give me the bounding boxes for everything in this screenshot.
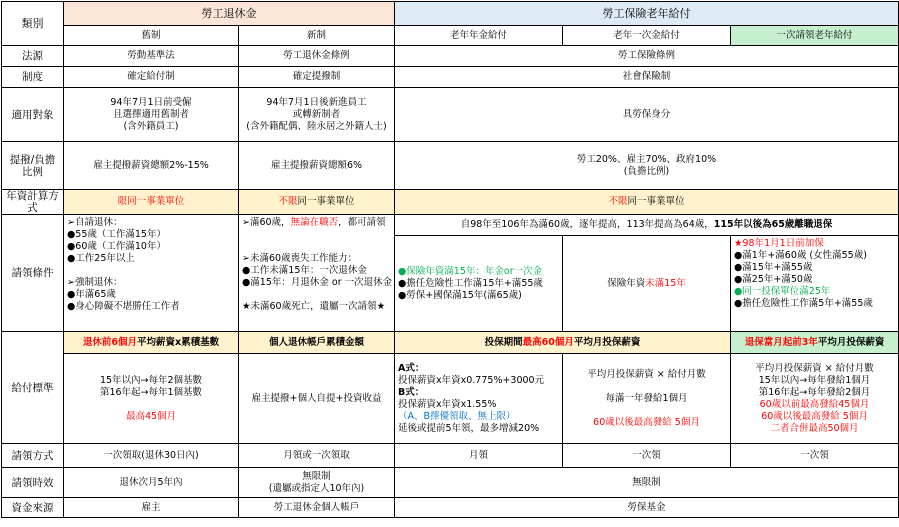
seniority-label: 年資計算方式 [2, 190, 64, 215]
applicable-label: 適用對象 [2, 88, 64, 142]
benefit-basis-insurance-post: 平均月投保薪資 [573, 336, 641, 348]
one-time-condition: ●滿25年+滿50歲 [734, 274, 813, 285]
forced-condition: ●身心障礙不堪勝任工作者 [67, 301, 180, 312]
applicable-old-line: 94年7月1日前受僱 [110, 96, 192, 108]
benefit-standard-old [64, 354, 239, 444]
method-new: 月領或一次領取 [239, 444, 395, 468]
one-time-rule: 平均月投保薪資 × 給付月數 [755, 362, 874, 374]
applicable-insurance: 具勞保身分 [395, 88, 899, 142]
lump-rule: 平均月投保薪資 × 給付月數 [587, 368, 706, 380]
contribution-old: 雇主提撥薪資總額2%-15% [64, 142, 239, 190]
system-insurance: 社會保險制 [395, 67, 899, 88]
law-new: 勞工退休金條例 [239, 46, 395, 67]
annuity-header: 老年年金給付 [395, 26, 563, 46]
seniority-insurance-highlight: 不限 [608, 196, 628, 207]
lump-max: 60歲以後最高發給 5個月 [593, 416, 700, 428]
one-time-max: 60歲以前最高發給45個月 [759, 398, 870, 410]
formula-note: （A、B擇優領取、無上限） [398, 410, 516, 422]
annuity-condition: ●保險年資滿15年：年金or一次金 [398, 265, 543, 277]
one-time-condition: ★98年1月1日前加保 [734, 238, 824, 249]
time-limit-old: 退休次月5年內 [64, 468, 239, 498]
benefit-old-max: 最高45個月 [125, 410, 177, 422]
voluntary-retirement-title: ➢自請退休： [67, 217, 123, 228]
new-condition-age60 [242, 217, 391, 229]
benefit-basis-insurance-highlight: 最高60個月 [522, 336, 574, 348]
labor-pension-header: 勞工退休金 [64, 2, 395, 26]
source-old: 雇主 [64, 498, 239, 518]
source-label: 資金來源 [2, 498, 64, 518]
one-time-condition: ●滿1年+滿60歲 (女性滿55歲) [734, 250, 867, 261]
one-time-rule: 15年以內→每年發給1個月 [758, 374, 871, 386]
time-limit-label: 請領時效 [2, 468, 64, 498]
benefit-standard-new: 雇主提撥+個人自提+投資收益 [239, 354, 395, 444]
applicable-new-line: (含外籍配偶、陸永居之外籍人士) [246, 120, 387, 132]
applicable-new-line: 94年7月1日後新進員工 [266, 96, 367, 108]
benefit-standard-annuity [395, 354, 563, 444]
voluntary-condition: ●工作25年以上 [67, 253, 135, 264]
method-one-time: 一次領 [731, 444, 899, 468]
benefit-basis-one-time-text: 平均月投保薪資 [817, 336, 885, 348]
new-condition-disability: ●工作未滿15年：一次退休金 [242, 265, 367, 276]
new-condition-disability-title: ➢未滿60歲喪失工作能力： [242, 253, 358, 264]
formula-b-title: B式： [398, 386, 425, 398]
contribution-ratio: 勞工20%、雇主70%、政府10% [576, 153, 717, 165]
contribution-new: 雇主提撥薪資總額6% [239, 142, 395, 190]
conditions-label: 請領條件 [2, 215, 64, 332]
seniority-insurance-text: 同一事業單位 [627, 196, 685, 207]
category-header: 類別 [2, 2, 64, 46]
age-rule-bold: 115年以後為65歲離職退保 [713, 219, 833, 230]
benefit-basis-new: 個人退休帳戶累積金額 [239, 332, 395, 354]
lump-condition-text: 保險年資 [607, 277, 646, 289]
conditions-one-time [731, 236, 899, 332]
new-condition-death: ★未滿60歲死亡，遺屬一次請領★ [242, 301, 386, 312]
method-label: 請領方式 [2, 444, 64, 468]
method-lump: 一次領 [563, 444, 731, 468]
lump-rule: 每滿一年發給1個月 [605, 392, 688, 404]
applicable-new [239, 88, 395, 142]
formula-delay: 延後或提前5年領，最多增減20% [398, 422, 540, 434]
seniority-new-highlight: 不限 [278, 196, 298, 207]
new-condition-age60-highlight: 無論在職否 [290, 217, 339, 228]
labor-insurance-header: 勞工保險老年給付 [395, 2, 899, 26]
benefit-basis-old-text: 平均薪資x累積基數 [136, 336, 220, 348]
conditions-new [239, 215, 395, 332]
benefit-basis-old-highlight: 退休前6個月 [82, 336, 137, 348]
time-limit-new [239, 468, 395, 498]
applicable-new-line: 或轉新制者 [292, 108, 341, 120]
age-rule-text: 自98年至106年為滿60歲，逐年提高，113年提高為64歲， [460, 219, 714, 230]
applicable-old-line: (含外籍員工) [123, 120, 179, 132]
seniority-old: 限同一事業單位 [64, 190, 239, 215]
voluntary-condition: ●55歲（工作滿15年） [67, 229, 166, 240]
method-old: 一次領取(退休30日內) [64, 444, 239, 468]
age-rule [395, 215, 899, 236]
benefit-standard-label: 給付標準 [2, 332, 64, 444]
new-condition-age60-pre: ➢滿60歲， [242, 217, 291, 228]
formula-b: 投保薪資x年資x1.55% [398, 398, 497, 410]
benefit-basis-one-time-highlight: 退保當月起前3年 [744, 336, 818, 348]
one-time-max: 二者合併最高50個月 [770, 422, 859, 434]
source-new: 勞工退休金個人帳戶 [239, 498, 395, 518]
pension-comparison-table [1, 1, 899, 518]
formula-a: 投保薪資x年資x0.775%+3000元 [398, 374, 545, 386]
one-time-rule: 第16年起→每年發給2個月 [758, 386, 871, 398]
new-condition-age60-post: ，都可請領 [338, 217, 386, 228]
conditions-lump [563, 236, 731, 332]
one-time-header: 一次請領老年給付 [731, 26, 899, 46]
source-insurance: 勞保基金 [395, 498, 899, 518]
annuity-condition: ●勞保+國保滿15年(滿65歲) [398, 289, 522, 301]
seniority-new [239, 190, 395, 215]
system-old: 確定給付制 [64, 67, 239, 88]
conditions-old [64, 215, 239, 332]
seniority-new-text: 同一事業單位 [297, 196, 355, 207]
benefit-basis-insurance [395, 332, 731, 354]
new-system-header: 新制 [239, 26, 395, 46]
time-limit-new-line: 無限制 [302, 470, 331, 482]
time-limit-insurance: 無限制 [395, 468, 899, 498]
seniority-insurance [395, 190, 899, 215]
forced-condition: ●年滿65歲 [67, 289, 116, 300]
applicable-old-line: 且選擇適用舊制者 [112, 108, 189, 120]
system-new: 確定提撥制 [239, 67, 395, 88]
old-system-header: 舊制 [64, 26, 239, 46]
forced-retirement-title: ➢強制退休： [67, 277, 123, 288]
contribution-insurance [395, 142, 899, 190]
law-insurance: 勞工保險條例 [395, 46, 899, 67]
time-limit-new-line: (遺屬或指定人10年內) [268, 482, 365, 494]
contribution-note: (負擔比例) [623, 165, 670, 177]
benefit-old-rule: 第16年起→每年1個基數 [99, 386, 203, 398]
one-time-condition: ●擔任危險性工作滿5年+滿55歲 [734, 298, 873, 309]
benefit-standard-lump [563, 354, 731, 444]
one-time-max: 60歲以後最高發給 5個月 [761, 410, 868, 422]
one-time-condition: ●同一投保單位滿25年 [734, 286, 831, 297]
benefit-basis-one-time [731, 332, 899, 354]
benefit-basis-old [64, 332, 239, 354]
benefit-old-rule: 15年以內→每年2個基數 [99, 374, 203, 386]
new-condition-disability: ●滿15年：月退休金 or 一次退休金 [242, 277, 393, 288]
method-annuity: 月領 [395, 444, 563, 468]
system-label: 制度 [2, 67, 64, 88]
one-time-condition: ●滿15年+滿55歲 [734, 262, 813, 273]
lump-condition-highlight: 未滿15年 [645, 277, 686, 289]
contribution-label: 提撥/負擔比例 [2, 142, 64, 190]
conditions-annuity [395, 236, 563, 332]
benefit-standard-one-time [731, 354, 899, 444]
law-label: 法源 [2, 46, 64, 67]
law-old: 勞動基準法 [64, 46, 239, 67]
annuity-condition: ●擔任危險性工作滿15年+滿55歲 [398, 277, 543, 289]
benefit-basis-insurance-pre: 投保期間 [484, 336, 523, 348]
formula-a-title: A式： [398, 362, 425, 374]
lump-sum-header: 老年一次金給付 [563, 26, 731, 46]
voluntary-condition: ●60歲（工作滿10年） [67, 241, 166, 252]
applicable-old [64, 88, 239, 142]
